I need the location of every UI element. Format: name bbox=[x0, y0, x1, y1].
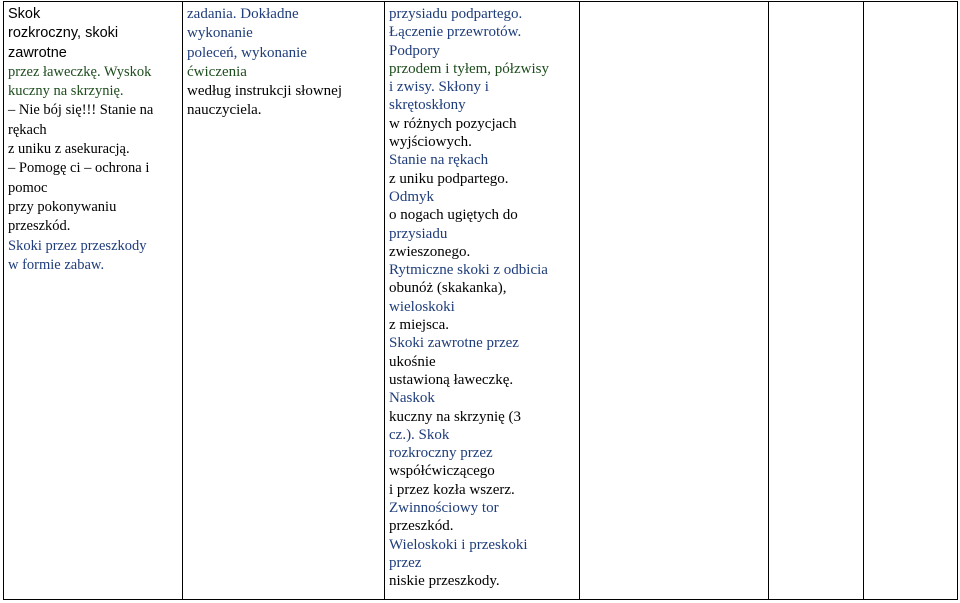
text-line: poleceń, wykonanie bbox=[187, 44, 307, 61]
text-line: Zwinnościowy tor bbox=[389, 500, 499, 517]
text-line: Skok bbox=[8, 6, 41, 22]
text-line: w formie zabaw. bbox=[8, 256, 105, 273]
text-line: cz.). Skok bbox=[389, 426, 450, 443]
table-row bbox=[4, 2, 958, 600]
text-line: rozkroczny przez bbox=[389, 445, 493, 462]
text-line: pomoc bbox=[8, 179, 48, 196]
text-line: ustawioną ławeczkę. bbox=[389, 371, 514, 388]
table-cell-col1 bbox=[4, 2, 183, 600]
text-line: rękach bbox=[8, 121, 47, 138]
text-line: przez ławeczkę. Wyskok bbox=[8, 63, 152, 80]
text-line: skrętoskłony bbox=[389, 97, 466, 114]
text-line: niskie przeszkody. bbox=[389, 573, 500, 590]
text-line: Rytmiczne skoki z odbicia bbox=[389, 262, 548, 279]
text-line: przez bbox=[389, 554, 422, 571]
text-line: Skoki przez przeszkody bbox=[8, 237, 147, 254]
table-cell-col4 bbox=[580, 2, 769, 600]
cell-lines bbox=[187, 5, 380, 121]
text-line: – Pomogę ci – ochrona i bbox=[8, 160, 150, 177]
table-cell-col3 bbox=[385, 2, 580, 600]
text-line: wyjściowych. bbox=[389, 134, 472, 151]
cell-lines bbox=[389, 5, 575, 591]
text-line: przodem i tyłem, półzwisy bbox=[389, 60, 549, 77]
text-line: przysiadu bbox=[389, 225, 448, 242]
text-line: zwieszonego. bbox=[389, 243, 471, 260]
text-line: zadania. Dokładne bbox=[187, 6, 299, 22]
text-line: Skoki zawrotne przez bbox=[389, 335, 519, 352]
text-line: o nogach ugiętych do bbox=[389, 207, 518, 224]
text-line: ćwiczenia bbox=[187, 63, 247, 80]
text-line: z miejsca. bbox=[389, 317, 449, 334]
text-line: nauczyciela. bbox=[187, 102, 262, 119]
table-cell-col5 bbox=[769, 2, 864, 600]
text-line: przeszkód. bbox=[389, 518, 454, 535]
text-line: Podpory bbox=[389, 42, 440, 59]
text-line: kuczny na skrzynię (3 bbox=[389, 408, 522, 425]
text-line: zawrotne bbox=[8, 44, 67, 61]
lesson-plan-table bbox=[3, 1, 958, 600]
text-line: Naskok bbox=[389, 390, 435, 407]
text-line: obunóż (skakanka), bbox=[389, 280, 507, 297]
text-line: Wieloskoki i przeskoki bbox=[389, 536, 528, 553]
text-line: przy pokonywaniu bbox=[8, 198, 117, 215]
text-line: w różnych pozycjach bbox=[389, 115, 517, 132]
text-line: i przez kozła wszerz. bbox=[389, 481, 515, 498]
table-cell-col6 bbox=[864, 2, 958, 600]
cell-lines bbox=[8, 5, 178, 275]
text-line: i zwisy. Skłony i bbox=[389, 79, 489, 96]
text-line: rozkroczny, skoki bbox=[8, 25, 119, 42]
text-line: kuczny na skrzynię. bbox=[8, 83, 124, 100]
text-line: współćwiczącego bbox=[389, 463, 495, 480]
text-line: wieloskoki bbox=[389, 298, 455, 315]
text-line: z uniku z asekuracją. bbox=[8, 141, 130, 158]
text-line: Odmyk bbox=[389, 188, 434, 205]
text-line: – Nie bój się!!! Stanie na bbox=[8, 102, 154, 119]
table-cell-col2 bbox=[183, 2, 385, 600]
text-line: przysiadu podpartego. bbox=[389, 6, 523, 22]
text-line: ukośnie bbox=[389, 353, 436, 370]
text-line: Stanie na rękach bbox=[389, 152, 489, 169]
text-line: Łączenie przewrotów. bbox=[389, 24, 522, 41]
text-line: wykonanie bbox=[187, 25, 253, 42]
text-line: przeszkód. bbox=[8, 218, 71, 235]
text-line: według instrukcji słownej bbox=[187, 83, 342, 100]
text-line: z uniku podpartego. bbox=[389, 170, 509, 187]
